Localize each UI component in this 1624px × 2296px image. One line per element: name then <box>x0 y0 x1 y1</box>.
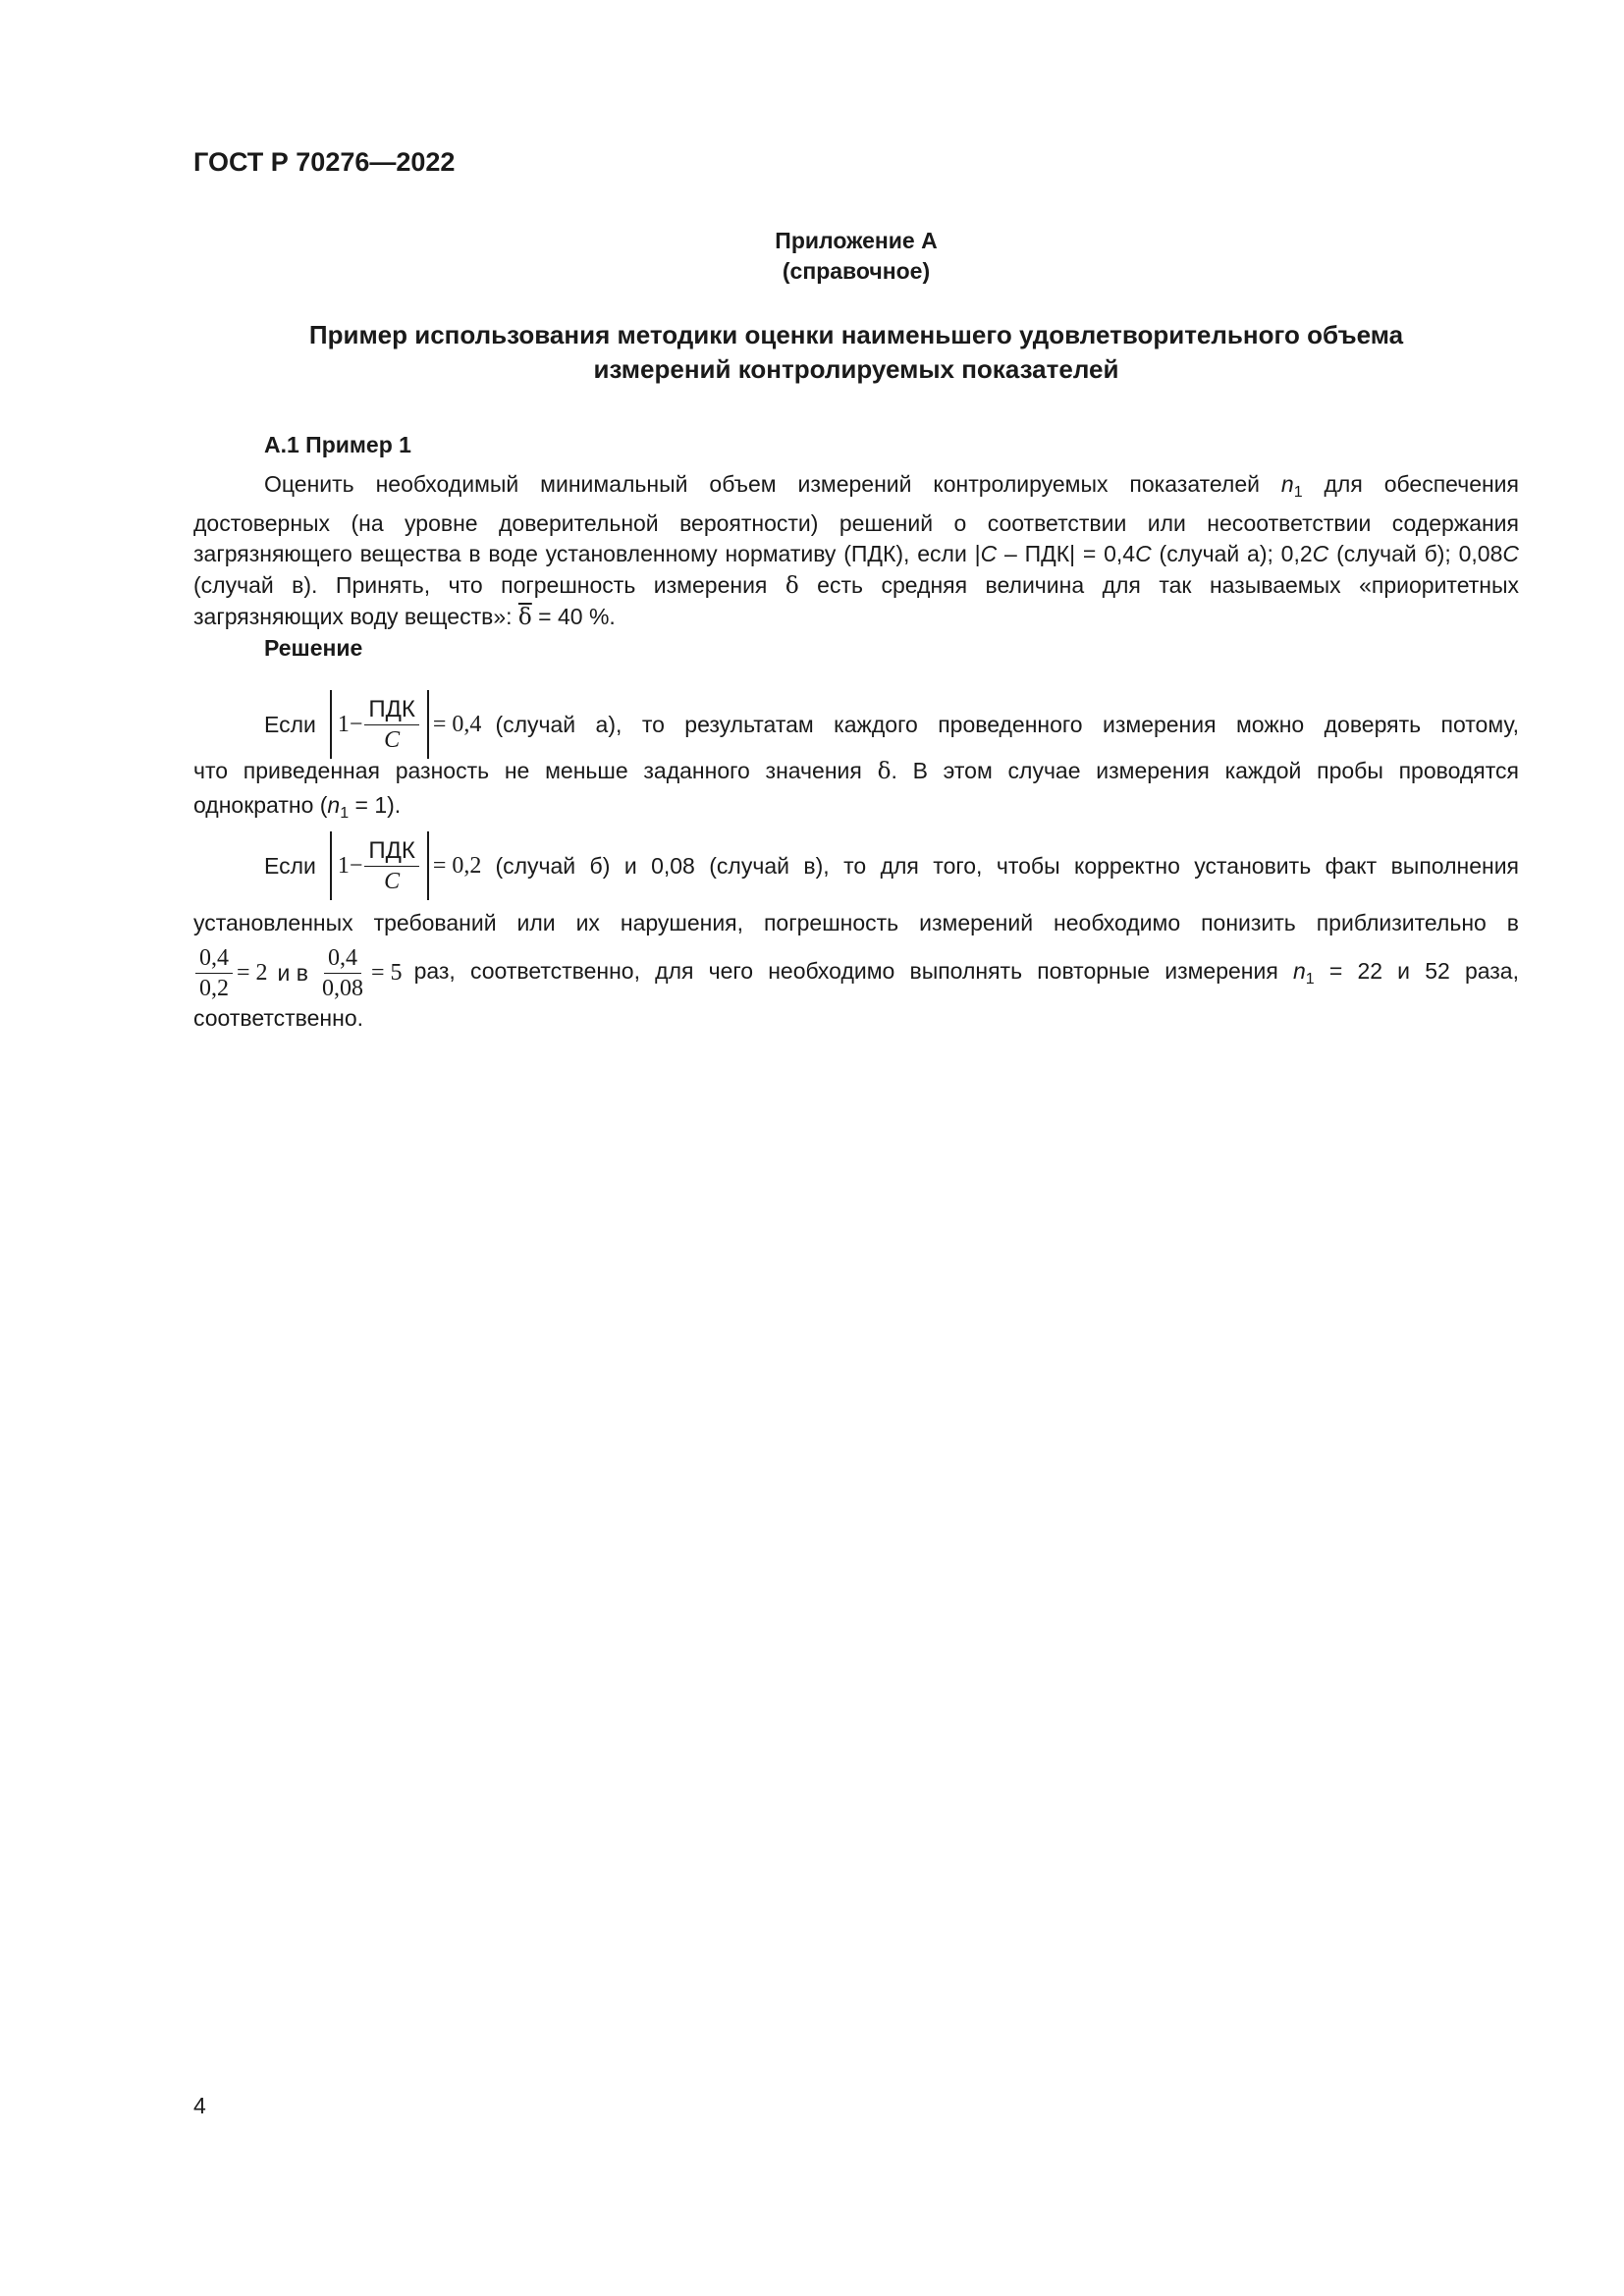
task-n: n <box>1280 471 1294 497</box>
conjunction-text: и в <box>277 959 309 986</box>
task-text: = 40 %. <box>531 604 616 629</box>
appendix-kind: (справочное) <box>782 258 931 284</box>
case-a-text: = 1). <box>349 792 402 818</box>
fraction-numerator: ПДК <box>364 696 418 725</box>
task-text: есть средняя величина для так называемых «приоритетных загрязняющих воду веществ»: <box>193 571 1519 629</box>
abs-expression-a <box>330 690 429 759</box>
appendix-heading <box>193 226 1519 287</box>
fraction-denominator: C <box>384 726 401 753</box>
one-minus: 1− <box>337 711 363 737</box>
case-a-text: (случай а), то результатам каждого проведенного измерения можно доверять потому, <box>495 711 1519 737</box>
case-b-line-3 <box>193 940 1519 1005</box>
task-n-sub: 1 <box>1293 484 1303 501</box>
var-c: C <box>980 541 998 566</box>
var-c: C <box>1135 541 1152 566</box>
appendix-title: Приложение А <box>775 228 938 253</box>
title-line-2: измерений контролируемых показателей <box>593 354 1119 384</box>
fraction-denominator: 0,2 <box>199 975 229 1001</box>
case-a-text: что приведенная разность не меньше заданного значения <box>193 758 878 783</box>
fraction-0-4-over-0-2 <box>195 944 233 1002</box>
document-code: ГОСТ Р 70276—2022 <box>193 147 456 177</box>
case-b-line-4: соответственно. <box>193 1005 364 1031</box>
abs-expression-b <box>330 831 429 900</box>
case-b-text <box>414 958 1519 988</box>
solution-heading: Решение <box>264 635 363 661</box>
case-a-text: . В этом случае измерения каждой пробы проводятся <box>891 758 1519 783</box>
var-c: C <box>1502 541 1520 566</box>
if-word: Если <box>264 711 316 737</box>
section-heading: А.1 Пример 1 <box>264 432 411 457</box>
one-minus: 1− <box>337 852 363 879</box>
fraction-denominator: 0,08 <box>322 975 364 1001</box>
fraction-0-4-over-0-08 <box>318 944 367 1002</box>
fraction-denominator: C <box>384 868 401 894</box>
var-n: n <box>327 792 341 818</box>
if-word: Если <box>264 852 316 879</box>
fraction-pdk-c <box>364 837 418 895</box>
fraction-numerator: ПДК <box>364 837 418 867</box>
var-n: n <box>1292 957 1306 984</box>
equals-value: = 0,4 <box>432 711 482 737</box>
delta-bar-symbol: $\overline{\delta}$ <box>517 605 532 630</box>
fraction-numerator: 0,4 <box>324 944 361 974</box>
var-n-sub: 1 <box>340 805 350 822</box>
task-text: (случай а); 0,2 <box>1151 541 1313 566</box>
equals-value: = 5 <box>371 959 403 986</box>
equals-value: = 2 <box>237 959 268 986</box>
task-text: – ПДК| = 0,4 <box>997 541 1136 566</box>
page-number: 4 <box>193 2093 206 2118</box>
var-c: C <box>1312 541 1329 566</box>
equals-value: = 0,2 <box>432 852 482 879</box>
task-paragraph <box>193 469 1519 634</box>
case-b-text-part: раз, соответственно, для чего необходимо выполнять повторные измерения <box>413 957 1293 984</box>
task-text: Оценить необходимый минимальный объем измерений контролируемых показателей <box>264 471 1281 497</box>
case-a-line-1 <box>193 685 1519 764</box>
var-n-sub: 1 <box>1305 970 1315 988</box>
case-a-text: однократно ( <box>193 792 328 818</box>
fraction-numerator: 0,4 <box>195 944 233 974</box>
delta-symbol: δ <box>877 759 892 784</box>
appendix-main-title <box>193 318 1519 387</box>
case-a-line-3 <box>193 790 1519 828</box>
title-line-1: Пример использования методики оценки наименьшего удовлетворительного объема <box>308 320 1404 349</box>
task-text: (случай в). Принять, что погрешность измерения <box>193 571 785 598</box>
case-b-line-2: установленных требований или их нарушения, погрешность измерений необходимо понизить приблизительно в <box>193 910 1519 935</box>
case-a-line-2 <box>193 756 1519 786</box>
task-text: (случай б); 0,08 <box>1328 541 1503 566</box>
case-b-line-1 <box>193 827 1519 905</box>
fraction-pdk-c <box>364 696 418 754</box>
case-b-text: (случай б) и 0,08 (случай в), то для того, чтобы корректно установить факт выполнения <box>495 852 1519 879</box>
case-b-text-part: = 22 и 52 раза, <box>1314 957 1519 984</box>
delta-symbol: δ <box>785 572 799 599</box>
task-text: для обеспечения достоверных (на уровне доверительной вероятности) решений о соответствии или несоответствии содержания загрязняющего вещества в воде установленному нормативу (ПДК), если | <box>193 471 1519 566</box>
